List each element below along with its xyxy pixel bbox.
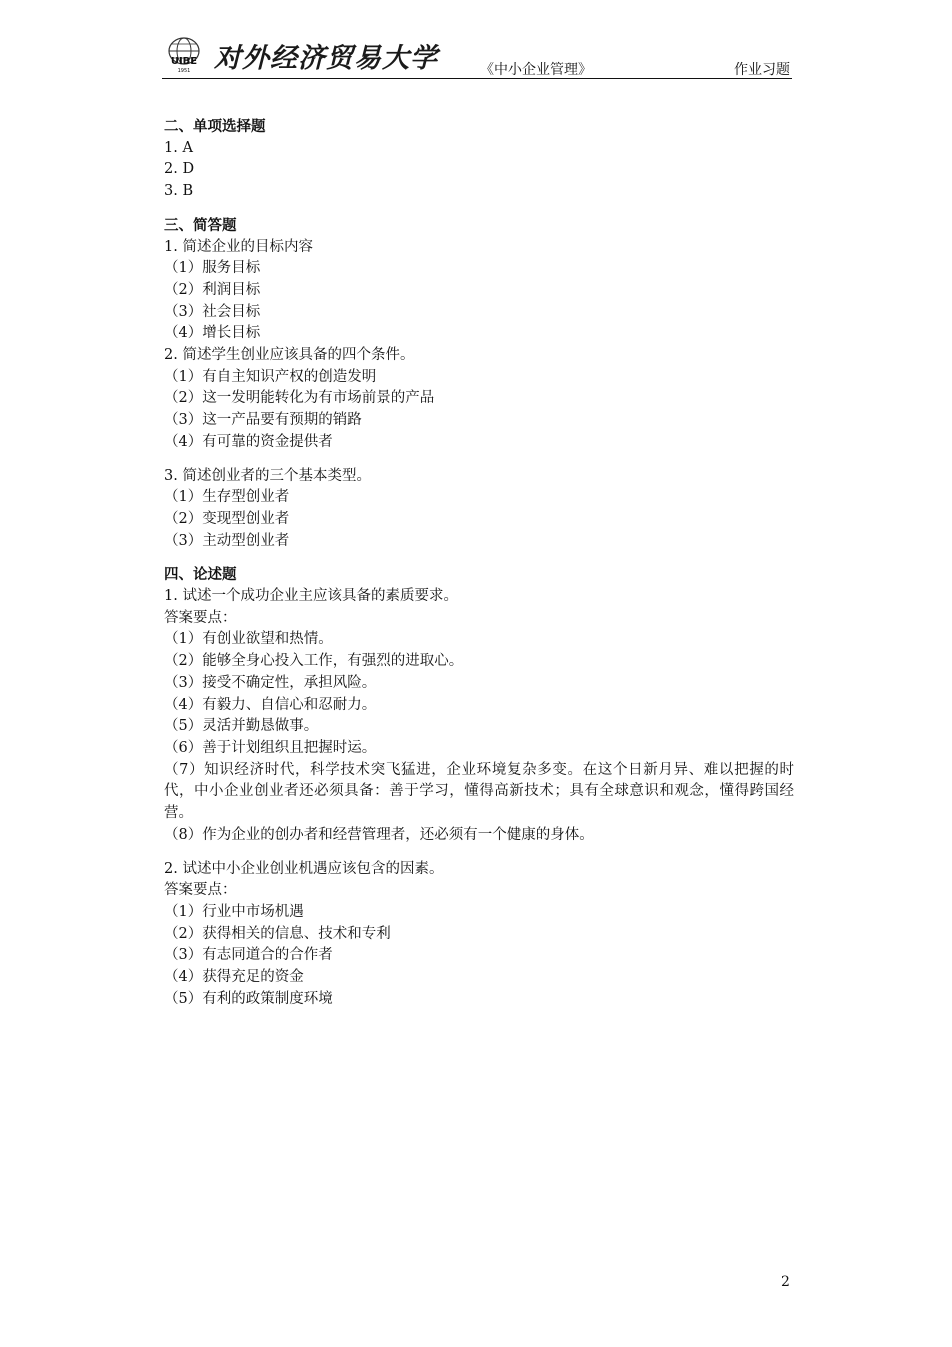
list-item: （2）能够全身心投入工作，有强烈的进取心。 (164, 653, 464, 670)
list-item: （7）知识经济时代，科学技术突飞猛进，企业环境复杂多变。在这个日新月异、难以把握的时代，中小企业创业者还必须具备：善于学习，懂得高新技术；具有全球意识和观念，懂得跨国经营。 (164, 761, 794, 822)
list-item: （3）社会目标 (164, 303, 261, 320)
doc-type: 作业习题 (734, 62, 790, 78)
list-item: （2）利润目标 (164, 281, 261, 298)
university-name: 对外经济贸易大学 (214, 43, 438, 74)
document-body (164, 116, 794, 1010)
answer-item: 2. D (164, 161, 195, 178)
question: 2. 简述学生创业应该具备的四个条件。 (164, 347, 415, 364)
page-header (162, 28, 792, 79)
question: 3. 简述创业者的三个基本类型。 (164, 467, 371, 484)
question: 1. 简述企业的目标内容 (164, 238, 313, 255)
list-item: （1）服务目标 (164, 260, 261, 277)
logo-text: UIBE (170, 56, 198, 67)
list-item: （3）有志同道合的合作者 (164, 947, 333, 964)
answer-label: 答案要点： (164, 882, 237, 899)
list-item: （1）有创业欲望和热情。 (164, 631, 333, 648)
list-item: （5）灵活并勤恳做事。 (164, 718, 319, 735)
question: 1. 试述一个成功企业主应该具备的素质要求。 (164, 588, 458, 605)
page-number: 2 (781, 1274, 790, 1290)
list-item: （3）这一产品要有预期的销路 (164, 412, 362, 429)
list-item: （2）变现型创业者 (164, 510, 290, 527)
university-logo (162, 34, 206, 74)
list-item: （8）作为企业的创办者和经营管理者，还必须有一个健康的身体。 (164, 826, 594, 843)
list-item: （2）获得相关的信息、技术和专利 (164, 925, 391, 942)
list-item: （3）接受不确定性，承担风险。 (164, 674, 377, 691)
answer-item: 1. A (164, 139, 193, 156)
list-item: （4）有可靠的资金提供者 (164, 433, 333, 450)
list-item: （4）增长目标 (164, 325, 261, 342)
list-item: （6）善于计划组织且把握时运。 (164, 739, 377, 756)
section-title: 三、简答题 (164, 216, 237, 234)
list-item: （1）有自主知识产权的创造发明 (164, 368, 377, 385)
answer-item: 3. B (164, 183, 194, 200)
list-item: （2）这一发明能转化为有市场前景的产品 (164, 390, 435, 407)
list-item: （5）有利的政策制度环境 (164, 990, 333, 1007)
list-item: （4）获得充足的资金 (164, 969, 304, 986)
question: 2. 试述中小企业创业机遇应该包含的因素。 (164, 860, 444, 877)
section-title: 四、论述题 (164, 566, 237, 584)
answer-label: 答案要点： (164, 609, 237, 626)
list-item: （1）生存型创业者 (164, 489, 290, 506)
logo-year: 1951 (177, 68, 191, 74)
section-title: 二、单项选择题 (164, 118, 266, 135)
list-item: （4）有毅力、自信心和忍耐力。 (164, 696, 377, 713)
list-item: （1）行业中市场机遇 (164, 903, 304, 920)
list-item: （3）主动型创业者 (164, 532, 290, 549)
course-title: 《中小企业管理》 (480, 62, 592, 78)
